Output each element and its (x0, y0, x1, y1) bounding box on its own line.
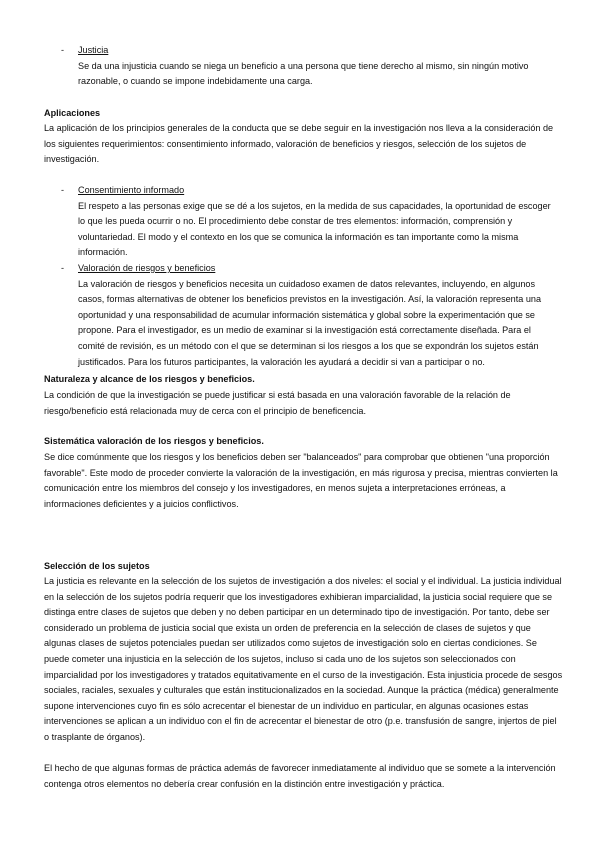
paragraph-naturaleza: La condición de que la investigación se puede justificar si está basada en una valoración favorable de la relación de riesgo/beneficio está relacionada muy de cerca con el principio de beneficencia. (44, 390, 511, 416)
item-title-consentimiento: Consentimiento informado (78, 185, 185, 195)
paragraph-seleccion-1: La justicia es relevante en la selección de los sujetos de investigación a dos niveles: el social y el individual. La justicia individual en la selección de los sujetos podría requerir que los investigadores exhibieran imparcialidad, la justicia social requiere que se distinga entre clases de sujetos que deben y no deben participar en un determinado tipo de investigación. Por tanto, debe ser considerado un problema de justicia social que exista un orden de preferencia en la selección de clases de sujetos y que algunas clases de sujetos potenciales puedan ser utilizados como sujetos de investigación solo en ciertas condiciones. Se puede cometer una injusticia en la selección de los sujetos, incluso si cada uno de los sujetos son seleccionados con imparcialidad por los investigadores y tratados equitativamente en el curso de la investigación. Esta injusticia procede de sesgos sociales, raciales, sexuales y culturales que están institucionalizados en la sociedad. Aunque la práctica (médica) generalmente supone intervenciones cuyo fin es sólo acrecentar el bienestar de un individuo en particular, en algunas ocasiones estas intervenciones se aplican a un individuo con el fin de acrecentar el bienestar de otro (p.e. transfusión de sangre, injertos de piel o trasplante de órganos). (44, 576, 563, 742)
item-title-justicia: Justicia (78, 45, 109, 55)
item-text-valoracion: La valoración de riesgos y beneficios necesita un cuidadoso examen de datos relevantes, incluyendo, en algunos casos, formas alternativas de obtener los beneficios previstos en la investigación. Así, la valoración representa una oportunidad y una responsabilidad de acumular información sistemática y global sobre la experimentación que se propone. Para el investigador, es un medio de examinar si la investigación está correctamente diseñada. Para el comité de revisión, es un método con el que se determinan si los riesgos a los que se expondrán los sujetos están justificados. Para los futuros participantes, la valoración les ayudará a decidir si van a participar o no. (78, 278, 542, 367)
item-text-justicia: Se da una injusticia cuando se niega un beneficio a una persona que tiene derecho al mismo, sin ningún motivo razonable, o cuando se impone indebidamente una carga. (78, 60, 529, 87)
bullet-dash: - (61, 263, 65, 273)
heading-naturaleza: Naturaleza y alcance de los riesgos y beneficios. (44, 374, 255, 384)
heading-seleccion: Selección de los sujetos (44, 561, 150, 571)
bullet-dash: - (61, 185, 65, 195)
heading-aplicaciones: Aplicaciones (44, 108, 101, 118)
paragraph-aplicaciones: La aplicación de los principios generales de la conducta que se debe seguir en la investigación nos lleva a la consideración de los siguientes requerimientos: consentimiento informado, valoración de beneficios y riesgos, selección de los sujetos de investigación. (44, 123, 554, 165)
item-title-valoracion: Valoración de riesgos y beneficios (78, 263, 216, 273)
paragraph-sistematica: Se dice comúnmente que los riesgos y los beneficios deben ser "balanceados" para comprobar que obtienen "una proporción favorable". Este modo de proceder convierte la valoración de la investigación, en más rigurosa y precisa, mientras convierten la comunicación entre los miembros del consejo y los investigadores, en menos sujeta a interpretaciones erróneas, a informaciones deficientes y a juicios conflictivos. (44, 452, 558, 509)
paragraph-seleccion-2: El hecho de que algunas formas de práctica además de favorecer inmediatamente al individuo que se somete a la intervención contenga otros elementos no debería crear confusión en la distinción entre investigación y práctica. (44, 763, 556, 789)
bullet-dash: - (61, 45, 65, 55)
item-text-consentimiento: El respeto a las personas exige que se dé a los sujetos, en la medida de sus capacidades, la oportunidad de escoger lo que les pueda ocurrir o no. El procedimiento debe constar de tres elementos: información, comprensión y voluntariedad. El modo y el contexto en los que se comunica la información es tan importante como la misma información. (78, 200, 551, 258)
heading-sistematica: Sistemática valoración de los riesgos y beneficios. (44, 436, 264, 446)
